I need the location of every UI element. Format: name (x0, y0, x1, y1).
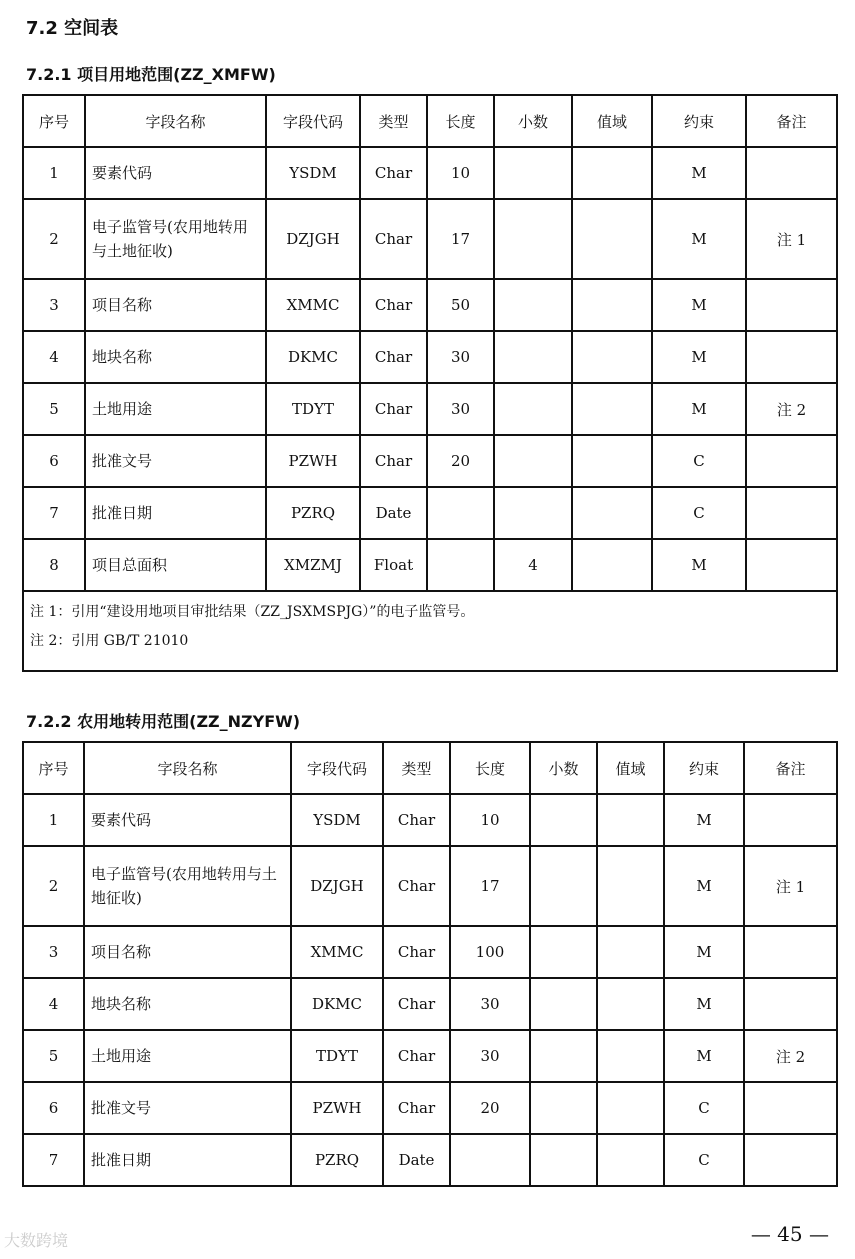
table-cell: 7 (23, 487, 85, 539)
table-cell: 电子监管号(农用地转用与土地征收) (84, 846, 291, 926)
table-cell: M (652, 279, 746, 331)
table-cell: PZWH (291, 1082, 383, 1134)
table-cell: 17 (450, 846, 530, 926)
table-cell: 17 (427, 199, 494, 279)
table-row (23, 926, 837, 978)
table-cell: 注 2 (744, 1030, 837, 1082)
table-row (23, 846, 837, 926)
table-cell: XMMC (266, 279, 360, 331)
table-cell (744, 978, 837, 1030)
header-cell: 序号 (23, 95, 85, 147)
notes-row (23, 591, 837, 671)
table-cell: 8 (23, 539, 85, 591)
table-row (23, 383, 837, 435)
table-cell: 项目总面积 (85, 539, 266, 591)
table-cell: Char (360, 279, 427, 331)
table-cell: Char (360, 435, 427, 487)
table-cell: 30 (427, 331, 494, 383)
table-cell: 20 (427, 435, 494, 487)
table-cell: DZJGH (291, 846, 383, 926)
table-cell: 10 (427, 147, 494, 199)
table-cell: 4 (23, 978, 84, 1030)
table-cell: PZRQ (291, 1134, 383, 1186)
table-cell (530, 1030, 597, 1082)
table-cell (572, 279, 652, 331)
table-cell: Date (383, 1134, 450, 1186)
table-cell: 批准日期 (85, 487, 266, 539)
table-cell (746, 279, 837, 331)
table-cell: 注 1 (744, 846, 837, 926)
header-cell: 值域 (572, 95, 652, 147)
section-title: 7.2 空间表 (26, 18, 119, 39)
table-cell: Char (360, 383, 427, 435)
table-cell: Char (383, 1082, 450, 1134)
table-cell: 土地用途 (85, 383, 266, 435)
table-cell: PZRQ (266, 487, 360, 539)
table-cell (494, 383, 572, 435)
table-cell: 项目名称 (84, 926, 291, 978)
table-cell: M (664, 1030, 744, 1082)
table-row (23, 978, 837, 1030)
header-cell: 小数 (494, 95, 572, 147)
header-cell: 约束 (664, 742, 744, 794)
table-nzyfw (22, 741, 838, 1187)
table1-title: 7.2.1 项目用地范围(ZZ_XMFW) (26, 65, 276, 84)
table-cell (427, 487, 494, 539)
table-cell: TDYT (266, 383, 360, 435)
table-cell (494, 279, 572, 331)
table-cell: C (664, 1134, 744, 1186)
table-row (23, 1030, 837, 1082)
header-cell: 备注 (744, 742, 837, 794)
table-cell: 3 (23, 926, 84, 978)
table-cell: YSDM (266, 147, 360, 199)
table-cell (597, 978, 664, 1030)
table-cell: 批准文号 (85, 435, 266, 487)
table-cell (597, 794, 664, 846)
table-cell: M (652, 147, 746, 199)
table-cell: M (652, 199, 746, 279)
table-cell: M (664, 926, 744, 978)
table-cell: 地块名称 (84, 978, 291, 1030)
table-cell: XMMC (291, 926, 383, 978)
table-cell (530, 1134, 597, 1186)
table-cell: 地块名称 (85, 331, 266, 383)
header-cell: 序号 (23, 742, 84, 794)
table-row (23, 794, 837, 846)
table-cell (572, 383, 652, 435)
table-cell: Char (383, 794, 450, 846)
table-row (23, 279, 837, 331)
table-cell: Char (360, 199, 427, 279)
table-cell (744, 1134, 837, 1186)
table-cell: C (664, 1082, 744, 1134)
table-cell (746, 147, 837, 199)
table-cell (427, 539, 494, 591)
table-cell: C (652, 435, 746, 487)
table-cell (744, 794, 837, 846)
table-cell (746, 435, 837, 487)
header-cell: 字段名称 (85, 95, 266, 147)
table-cell: M (664, 978, 744, 1030)
table-cell: 批准文号 (84, 1082, 291, 1134)
table-cell: Char (383, 926, 450, 978)
table-cell (597, 1082, 664, 1134)
header-cell: 小数 (530, 742, 597, 794)
table-cell (530, 846, 597, 926)
header-cell: 值域 (597, 742, 664, 794)
table-row (23, 147, 837, 199)
table-cell: C (652, 487, 746, 539)
header-cell: 字段代码 (266, 95, 360, 147)
table-cell (530, 794, 597, 846)
table-row (23, 487, 837, 539)
table-cell: 50 (427, 279, 494, 331)
table-cell: 注 1 (746, 199, 837, 279)
table-cell (572, 539, 652, 591)
table-cell: 7 (23, 1134, 84, 1186)
table-cell: PZWH (266, 435, 360, 487)
table-cell: 2 (23, 846, 84, 926)
table-cell (572, 147, 652, 199)
table-xmfw (22, 94, 838, 672)
notes-cell (23, 591, 837, 671)
table-cell: 项目名称 (85, 279, 266, 331)
table-row (23, 199, 837, 279)
table-cell (494, 199, 572, 279)
table-cell: TDYT (291, 1030, 383, 1082)
table-cell: 6 (23, 1082, 84, 1134)
table-cell: 5 (23, 383, 85, 435)
table-cell (597, 1134, 664, 1186)
page-number: — 45 — (750, 1222, 829, 1246)
header-row (23, 742, 837, 794)
table-cell: M (664, 846, 744, 926)
table-cell (597, 926, 664, 978)
header-row (23, 95, 837, 147)
table-row (23, 435, 837, 487)
note-line: 注 1：引用“建设用地项目审批结果（ZZ_JSXMSPJG）”的电子监管号。 (30, 604, 475, 620)
table-cell: 土地用途 (84, 1030, 291, 1082)
table-cell (572, 487, 652, 539)
table-cell: 注 2 (746, 383, 837, 435)
table-cell: 20 (450, 1082, 530, 1134)
table-cell: Char (383, 846, 450, 926)
table-cell: Date (360, 487, 427, 539)
table-cell: XMZMJ (266, 539, 360, 591)
table-cell (494, 331, 572, 383)
header-cell: 长度 (450, 742, 530, 794)
table-row (23, 1134, 837, 1186)
table-cell: M (652, 539, 746, 591)
table-cell: 批准日期 (84, 1134, 291, 1186)
table-cell: 5 (23, 1030, 84, 1082)
header-cell: 类型 (383, 742, 450, 794)
table-cell: 1 (23, 794, 84, 846)
table-row (23, 1082, 837, 1134)
table-cell (744, 1082, 837, 1134)
table-cell: 10 (450, 794, 530, 846)
table-cell (746, 487, 837, 539)
note-line: 注 2：引用 GB/T 21010 (30, 633, 189, 649)
table-cell: 100 (450, 926, 530, 978)
table-cell (530, 926, 597, 978)
table-cell: 3 (23, 279, 85, 331)
table-cell (746, 331, 837, 383)
header-cell: 类型 (360, 95, 427, 147)
header-cell: 长度 (427, 95, 494, 147)
table-cell: Float (360, 539, 427, 591)
table-cell: 2 (23, 199, 85, 279)
table-cell: M (652, 331, 746, 383)
table-cell (494, 435, 572, 487)
table-cell: 电子监管号(农用地转用与土地征收) (85, 199, 266, 279)
table-row (23, 539, 837, 591)
header-cell: 备注 (746, 95, 837, 147)
table-cell (597, 1030, 664, 1082)
table-cell: Char (360, 331, 427, 383)
table-cell: DKMC (266, 331, 360, 383)
table-cell: Char (360, 147, 427, 199)
table-cell (494, 487, 572, 539)
table-cell (597, 846, 664, 926)
table-cell: 30 (450, 1030, 530, 1082)
table-cell: 要素代码 (84, 794, 291, 846)
table-cell: 1 (23, 147, 85, 199)
table-cell: YSDM (291, 794, 383, 846)
table-cell: 要素代码 (85, 147, 266, 199)
table-cell (572, 199, 652, 279)
table-cell: 6 (23, 435, 85, 487)
header-cell: 字段代码 (291, 742, 383, 794)
table-cell (530, 978, 597, 1030)
table-cell: 30 (427, 383, 494, 435)
table-cell (744, 926, 837, 978)
table-cell: 30 (450, 978, 530, 1030)
table-cell: DKMC (291, 978, 383, 1030)
table-cell (530, 1082, 597, 1134)
table-cell (572, 331, 652, 383)
table-cell (572, 435, 652, 487)
header-cell: 约束 (652, 95, 746, 147)
table-row (23, 331, 837, 383)
table-cell: 4 (494, 539, 572, 591)
header-cell: 字段名称 (84, 742, 291, 794)
table-cell: Char (383, 1030, 450, 1082)
table-cell (746, 539, 837, 591)
watermark: 大数跨境 (4, 1231, 69, 1250)
table2-title: 7.2.2 农用地转用范围(ZZ_NZYFW) (26, 712, 301, 731)
table-cell: Char (383, 978, 450, 1030)
table-cell (494, 147, 572, 199)
table-cell: M (652, 383, 746, 435)
table-cell: 4 (23, 331, 85, 383)
table-cell (450, 1134, 530, 1186)
table-cell: M (664, 794, 744, 846)
table-cell: DZJGH (266, 199, 360, 279)
